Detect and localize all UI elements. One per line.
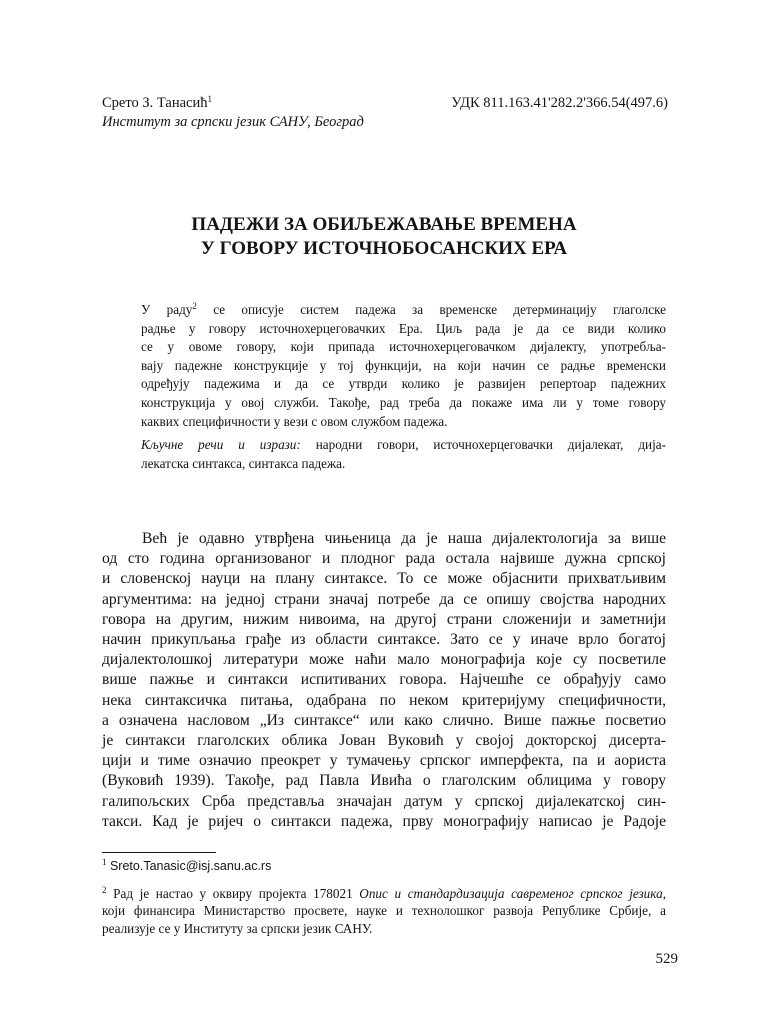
paper-title [102, 213, 666, 261]
body-line: галипољских Срба представља значајан датум у српској дијалекатској син- [102, 792, 666, 810]
author-name-text: Срето З. Танасић [102, 95, 208, 111]
body-line: цији и тиме означио преокрет у тумачењу српског имперфекта, па и аориста [102, 752, 666, 770]
footnote-2-text: Рад је настао у оквиру пројекта 178021 [106, 885, 360, 901]
footnote-divider [102, 852, 216, 853]
body-line: од сто година организованог и плодног рада остала највише дужна српској [102, 550, 666, 568]
page-number: 529 [655, 951, 678, 967]
footnote-1-email: Sreto.Tanasic@isj.sanu.ac.rs [106, 859, 272, 873]
abstract-text: се описује систем падежа за временске детерминацију глаголске [196, 302, 666, 317]
footnotes [102, 857, 666, 937]
footnote-1-number: 1 [102, 857, 107, 867]
body-line: нека синтаксичка питања, одабрана по неком критеријуму специфичности, [102, 691, 666, 709]
body-line: говора на другим, нижим нивоима, на другој страни сложенији и заметнији [102, 610, 666, 628]
body-line: аргументима: на једној страни значај потребе да се опишу својства народних [102, 590, 666, 608]
keywords-line [141, 436, 666, 455]
body-line: и словенској науци на плану синтаксе. То се може објаснити прихватљивим [102, 570, 666, 588]
body-paragraph [102, 529, 666, 832]
footnote-mark-1: 1 [207, 94, 212, 104]
body-line: начин прикупљања грађе из области синтаксе. Зато се у иначе врло богатој [102, 631, 666, 649]
abstract-line: каквих специфичности у вези с овом службом падежа. [141, 413, 448, 429]
abstract-line: одређују падежима и да се утврди колико је развијен репертоар падежних [141, 376, 666, 392]
abstract-line: конструкција у овој служби. Такође, рад треба да покаже има ли у томе говору [141, 394, 666, 410]
footnote-2 [102, 885, 666, 938]
footnote-mark-2: 2 [192, 301, 197, 311]
body-line: дијалектолошкој литератури може наћи мало монографија које су посветиле [102, 651, 666, 669]
keywords-line: лекатска синтакса, синтакса падежа. [141, 455, 346, 471]
body-line: (Вуковић 1939). Такође, рад Павла Ивића о глаголским облицима у говору [102, 772, 666, 790]
abstract-text: У раду [141, 302, 193, 317]
abstract-line: се у овоме говору, који припада источнохерцеговачком дијалекту, употребља- [141, 339, 666, 355]
footnote-2-line: који финансира Министарство просвете, науке и технолошког развоја Републике Србије, а [102, 903, 666, 918]
abstract [141, 301, 666, 473]
keywords-label: Кључне речи и изрази: [141, 437, 301, 453]
keywords [141, 436, 666, 473]
footnote-2-number: 2 [102, 884, 107, 895]
body-line: а означена насловом „Из синтаксе“ или како слично. Више пажње посветио [102, 711, 666, 729]
footnote-2-line [102, 885, 666, 903]
footnote-2-comma: , [662, 885, 667, 901]
keywords-text: народни говори, источнохерцеговачки дијалекат, дија- [300, 437, 667, 453]
udk-code: УДК 811.163.41'282.2'366.54(497.6) [451, 95, 668, 111]
abstract-line: радње у говору источнохерцеговачких Ера. Циљ рада је да се види колико [141, 320, 666, 336]
body-text [102, 529, 666, 832]
abstract-line [141, 301, 666, 320]
author-affiliation: Институт за српски језик САНУ, Београд [102, 114, 364, 130]
footnote-2-line: реализује се у Институту за српски језик САНУ. [102, 920, 373, 936]
footnote-1 [102, 857, 666, 876]
author-name [102, 94, 212, 112]
body-line: такси. Кад је ријеч о синтакси падежа, прву монографију написао је Радоје [102, 812, 666, 830]
abstract-paragraph [141, 301, 666, 431]
title-line-2: У ГОВОРУ ИСТОЧНОБОСАНСКИХ ЕРА [200, 238, 568, 259]
body-line: Већ је одавно утврђена чињеница да је наша дијалектологија за више [142, 530, 666, 547]
body-line: више пажње и синтакси испитиваних говора. Најчешће се обрађују само [102, 671, 666, 689]
title-line-1: ПАДЕЖИ ЗА ОБИЉЕЖАВАЊЕ ВРЕМЕНА [191, 214, 577, 235]
abstract-line: вају падежне конструкције у тој функцији, на који начин се радње временски [141, 357, 666, 373]
body-line: је синтакси глаголских облика Јован Вуковић у својој докторској дисерта- [102, 732, 666, 750]
footnote-2-project-title: Опис и стандардизација савременог српског језика [359, 885, 663, 901]
